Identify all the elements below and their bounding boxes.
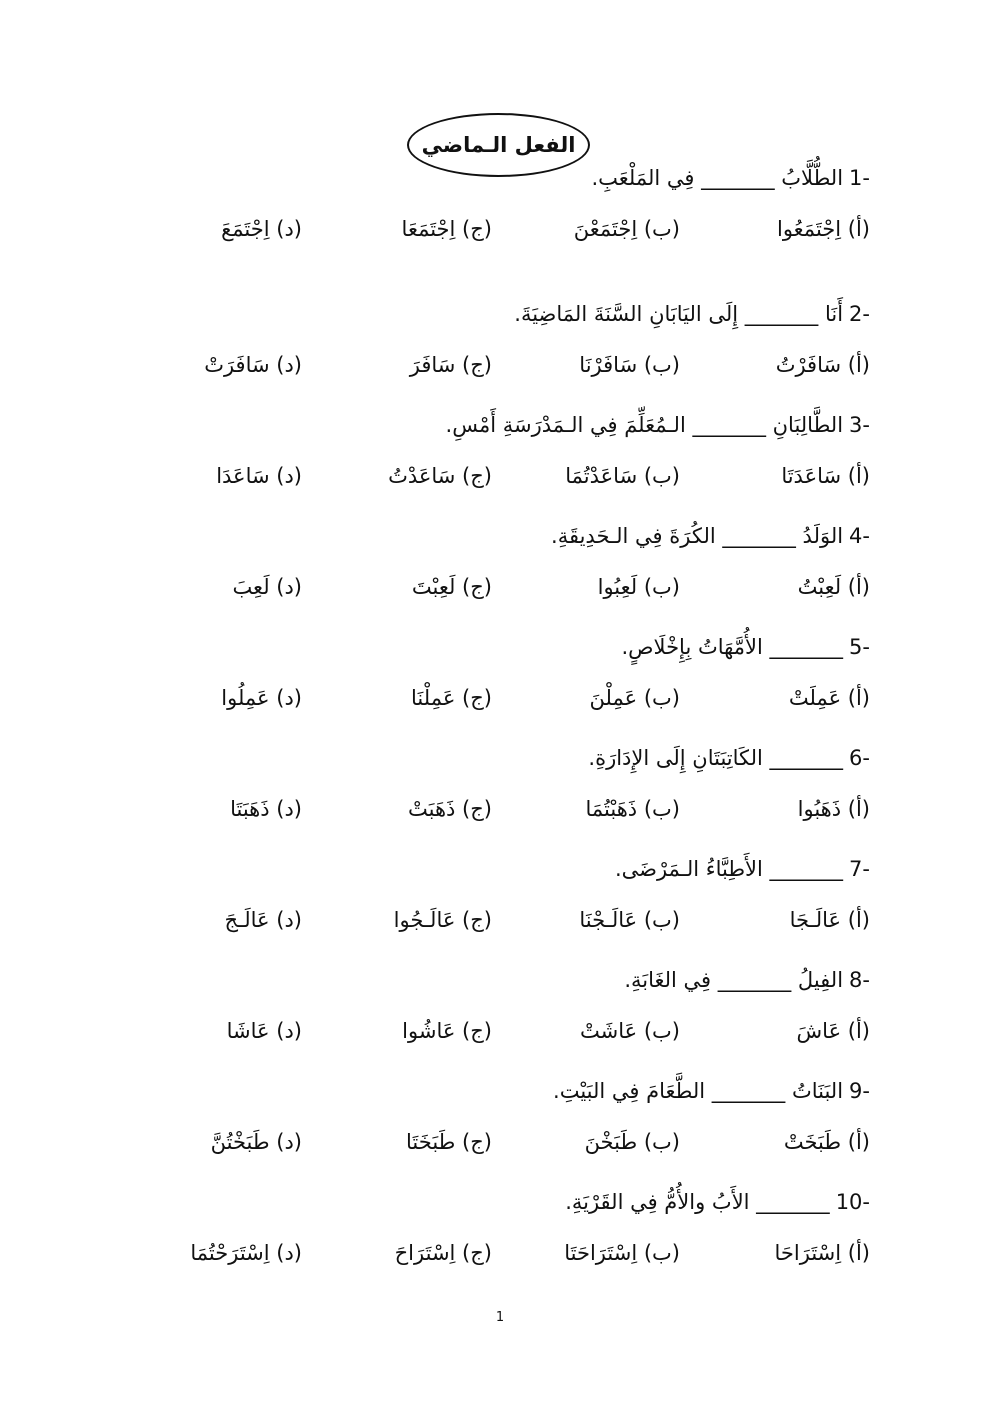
- option-c: (ج) لَعِبْتَ: [411, 575, 492, 599]
- options-row: [120, 792, 870, 828]
- question-number: 4-: [849, 524, 870, 548]
- option-c: (ج) ذَهَبَتْ: [408, 797, 492, 821]
- question-line: [553, 1075, 870, 1107]
- question-line: [624, 964, 870, 996]
- option-d: (د) لَعِبَ: [232, 575, 302, 599]
- question-number: 9-: [849, 1079, 870, 1103]
- option-d: (د) طَبَخْتُنَّ: [210, 1130, 302, 1154]
- question-text: أَنَا _______ إِلَى اليَابَانِ السَّنَةَ المَاضِيَةَ.: [514, 302, 844, 326]
- option-c: (ج) عَاشُوا: [402, 1019, 492, 1043]
- option-c: (ج) عَالَـجُوا: [393, 908, 492, 932]
- question-1: [120, 162, 870, 273]
- option-a: (أ) سَافَرْتُ: [775, 353, 870, 377]
- question-9: [120, 1075, 870, 1186]
- question-line: [615, 853, 870, 885]
- option-d: (د) عَالَـجَ: [224, 908, 302, 932]
- option-b: (ب) لَعِبُوا: [597, 575, 680, 599]
- option-a: (أ) عَاشَ: [796, 1019, 870, 1043]
- options-row: [120, 348, 870, 384]
- option-a: (أ) لَعِبْتُ: [797, 575, 870, 599]
- option-d: (د) اِسْتَرَحْتُمَا: [190, 1241, 302, 1265]
- page-number: 1: [495, 1310, 505, 1325]
- question-6: [120, 742, 870, 853]
- question-text: الفِيلُ _______ فِي الغَابَةِ.: [624, 968, 844, 992]
- option-a: (أ) اِجْتَمَعُوا: [776, 217, 870, 241]
- option-c: (ج) اِسْتَرَاحَ: [394, 1241, 492, 1265]
- question-line: [565, 1186, 870, 1218]
- option-b: (ب) سَاعَدْتُمَا: [565, 464, 680, 488]
- question-line: [591, 162, 870, 194]
- question-4: [120, 520, 870, 631]
- option-b: (ب) اِجْتَمَعْنَ: [573, 217, 680, 241]
- option-b: (ب) عَمِلْنَ: [589, 686, 680, 710]
- option-a: (أ) ذَهَبُوا: [797, 797, 870, 821]
- question-10: [120, 1186, 870, 1297]
- question-number: 7-: [849, 857, 870, 881]
- options-row: [120, 1014, 870, 1050]
- options-row: [120, 681, 870, 717]
- options-row: [120, 1125, 870, 1161]
- options-row: [120, 1236, 870, 1272]
- question-text: الطَّالِبَانِ _______ الـمُعَلِّمَ فِي الـمَدْرَسَةِ أَمْسِ.: [445, 413, 844, 437]
- option-b: (ب) اِسْتَرَاحَتَا: [564, 1241, 680, 1265]
- option-c: (ج) اِجْتَمَعَا: [401, 217, 492, 241]
- question-text: _______ الكَاتِبَتَانِ إِلَى الإِدَارَةِ.: [588, 746, 844, 770]
- option-d: (د) اِجْتَمَعَ: [221, 217, 302, 241]
- question-number: 10-: [835, 1190, 870, 1214]
- option-c: (ج) طَبَخَتَا: [406, 1130, 492, 1154]
- option-b: (ب) عَالَـجْنَا: [579, 908, 680, 932]
- question-text: البَنَاتُ _______ الطَّعَامَ فِي البَيْتِ.: [553, 1079, 844, 1103]
- question-number: 8-: [849, 968, 870, 992]
- page-title: الفعل الـماضي: [421, 133, 576, 157]
- option-a: (أ) عَمِلَتْ: [788, 686, 870, 710]
- options-row: [120, 570, 870, 606]
- question-line: [621, 631, 870, 663]
- option-d: (د) عَمِلُوا: [221, 686, 302, 710]
- option-c: (ج) سَافَرَ: [409, 353, 492, 377]
- question-line: [446, 409, 870, 441]
- question-line: [551, 520, 870, 552]
- question-number: 2-: [849, 302, 870, 326]
- question-number: 1-: [849, 166, 870, 190]
- question-text: الوَلَدُ _______ الكُرَةَ فِي الـحَدِيقَةِ.: [551, 524, 844, 548]
- option-b: (ب) طَبَخْنَ: [584, 1130, 680, 1154]
- question-8: [120, 964, 870, 1075]
- question-line: [588, 742, 870, 774]
- option-b: (ب) ذَهَبْتُمَا: [585, 797, 680, 821]
- options-row: [120, 212, 870, 248]
- question-7: [120, 853, 870, 964]
- option-d: (د) سَافَرَتْ: [204, 353, 302, 377]
- question-number: 3-: [849, 413, 870, 437]
- option-d: (د) ذَهَبَتَا: [230, 797, 302, 821]
- question-text: _______ الأَبُ والأُمُّ فِي القَرْيَةِ.: [565, 1190, 830, 1214]
- option-c: (ج) عَمِلْنَا: [411, 686, 492, 710]
- option-d: (د) سَاعَدَا: [216, 464, 302, 488]
- option-a: (أ) سَاعَدَتَا: [781, 464, 870, 488]
- question-2: [120, 298, 870, 409]
- option-b: (ب) عَاشَتْ: [580, 1019, 680, 1043]
- question-3: [120, 409, 870, 520]
- option-a: (أ) عَالَـجَا: [789, 908, 870, 932]
- option-a: (أ) اِسْتَرَاحَا: [774, 1241, 870, 1265]
- question-5: [120, 631, 870, 742]
- question-text: الطُّلَّابُ _______ فِي المَلْعَبِ.: [591, 166, 844, 190]
- question-text: _______ الأَطِبَّاءُ الـمَرْضَى.: [614, 857, 844, 881]
- option-d: (د) عَاشَا: [226, 1019, 302, 1043]
- question-number: 6-: [849, 746, 870, 770]
- option-b: (ب) سَافَرْنَا: [579, 353, 680, 377]
- question-text: _______ الأُمَّهَاتُ بِإِخْلَاصٍ.: [621, 635, 844, 659]
- options-row: [120, 459, 870, 495]
- option-a: (أ) طَبَخَتْ: [783, 1130, 870, 1154]
- option-c: (ج) سَاعَدْتُ: [388, 464, 492, 488]
- question-number: 5-: [849, 635, 870, 659]
- question-line: [514, 298, 870, 330]
- options-row: [120, 903, 870, 939]
